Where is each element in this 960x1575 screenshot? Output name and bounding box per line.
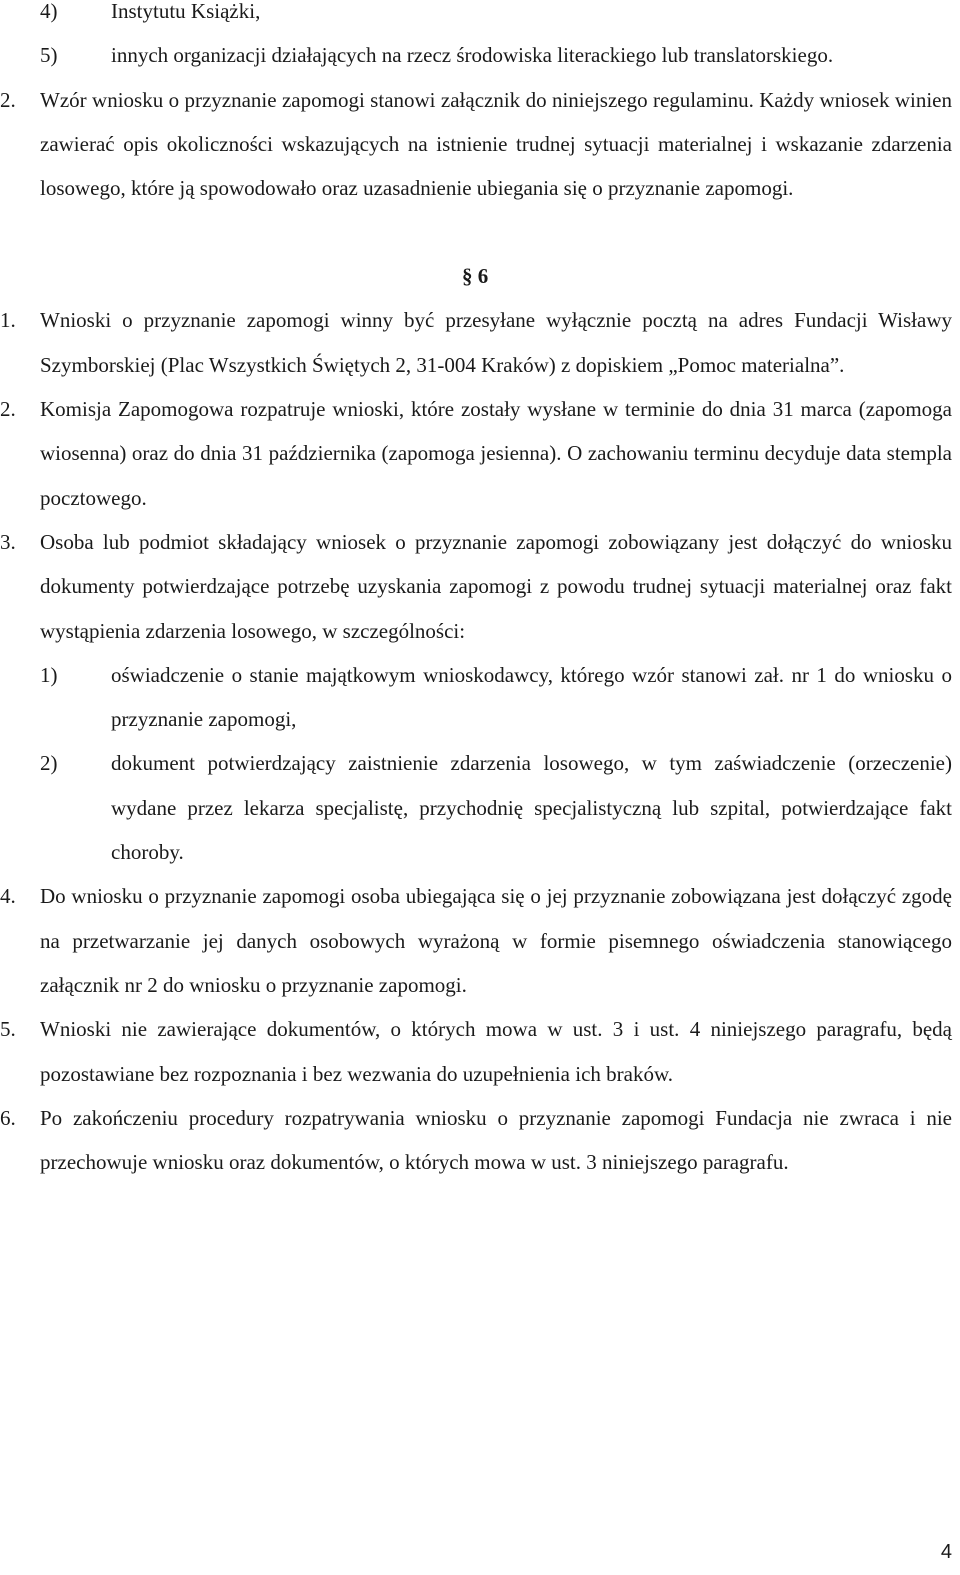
subitem-text: dokument potwierdzający zaistnienie zdarzenia losowego, w tym zaświadczenie (orzeczenie) wydane przez lekarza specjalistę, przychodnię specjalistyczną lub szpital, potwierdzające fakt choroby. bbox=[111, 751, 952, 865]
section-heading: § 6 bbox=[462, 264, 489, 289]
paragraph-1 bbox=[0, 298, 960, 387]
paragraph-text: Wzór wniosku o przyznanie zapomogi stanowi załącznik do niniejszego regulaminu. Każdy wniosek winien zawierać opis okoliczności wskazujących na istnienie trudnej sytuacji materialnej i wskazanie zdarzenia losowego, które ją spowodowało oraz uzasadnienie ubiegania się o przyznanie zapomogi. bbox=[40, 87, 952, 201]
paragraph-number: 1. bbox=[0, 308, 16, 333]
paragraph-2 bbox=[0, 78, 960, 211]
paragraph-5 bbox=[0, 1007, 960, 1096]
list-item-5 bbox=[0, 33, 960, 77]
list-item-number: 5) bbox=[40, 43, 58, 68]
list-item-text: Instytutu Książki, bbox=[111, 0, 261, 23]
list-item-text: innych organizacji działających na rzecz środowiska literackiego lub translatorskiego. bbox=[111, 43, 834, 68]
paragraph-6 bbox=[0, 1096, 960, 1185]
paragraph-number: 5. bbox=[0, 1017, 16, 1042]
subitem-number: 1) bbox=[40, 662, 58, 687]
paragraph-number: 3. bbox=[0, 529, 16, 554]
subitem-1 bbox=[0, 653, 960, 742]
list-item-4 bbox=[0, 0, 960, 33]
spacer bbox=[0, 210, 960, 254]
paragraph-text: Do wniosku o przyznanie zapomogi osoba ubiegająca się o jej przyznanie zobowiązana jest dołączyć zgodę na przetwarzanie jej danych osobowych wyrażoną w formie pisemnego oświadczenia stanowiącego załącznik nr 2 do wniosku o przyznanie zapomogi. bbox=[40, 884, 952, 997]
list-item-number: 4) bbox=[40, 0, 58, 23]
paragraph-text: Wnioski nie zawierające dokumentów, o których mowa w ust. 3 i ust. 4 niniejszego paragrafu, będą pozostawiane bez rozpoznania i bez wezwania do uzupełnienia ich braków. bbox=[40, 1017, 952, 1086]
paragraph-text: Komisja Zapomogowa rozpatruje wnioski, które zostały wysłane w terminie do dnia 31 marca (zapomoga wiosenna) oraz do dnia 31 października (zapomoga jesienna). O zachowaniu terminu decyduje data stempla pocztowego. bbox=[40, 397, 952, 510]
paragraph-3 bbox=[0, 520, 960, 653]
paragraph-number: 4. bbox=[0, 884, 16, 909]
paragraph-2b bbox=[0, 387, 960, 520]
paragraph-number: 6. bbox=[0, 1105, 16, 1130]
paragraph-number: 2. bbox=[0, 397, 16, 422]
page-number: 4 bbox=[940, 1541, 952, 1563]
paragraph-text: Wnioski o przyznanie zapomogi winny być przesyłane wyłącznie pocztą na adres Fundacji Wisławy Szymborskiej (Plac Wszystkich Świętych 2, 31-004 Kraków) z dopiskiem „Pomoc materialna”. bbox=[40, 308, 952, 377]
subitem-text: oświadczenie o stanie majątkowym wnioskodawcy, którego wzór stanowi zał. nr 1 do wniosku o przyznanie zapomogi, bbox=[111, 662, 952, 732]
paragraph-4 bbox=[0, 874, 960, 1007]
paragraph-number: 2. bbox=[0, 87, 16, 112]
subitem-number: 2) bbox=[40, 751, 58, 776]
paragraph-text: Po zakończeniu procedury rozpatrywania wniosku o przyznanie zapomogi Fundacja nie zwraca i nie przechowuje wniosku oraz dokumentów, o których mowa w ust. 3 niniejszego paragrafu. bbox=[40, 1105, 952, 1175]
subitem-2 bbox=[0, 741, 960, 874]
paragraph-text: Osoba lub podmiot składający wniosek o przyznanie zapomogi zobowiązany jest dołączyć do wniosku dokumenty potwierdzające potrzebę uzyskania zapomogi z powodu trudnej sytuacji materialnej oraz fakt wystąpienia zdarzenia losowego, w szczególności: bbox=[40, 529, 952, 643]
